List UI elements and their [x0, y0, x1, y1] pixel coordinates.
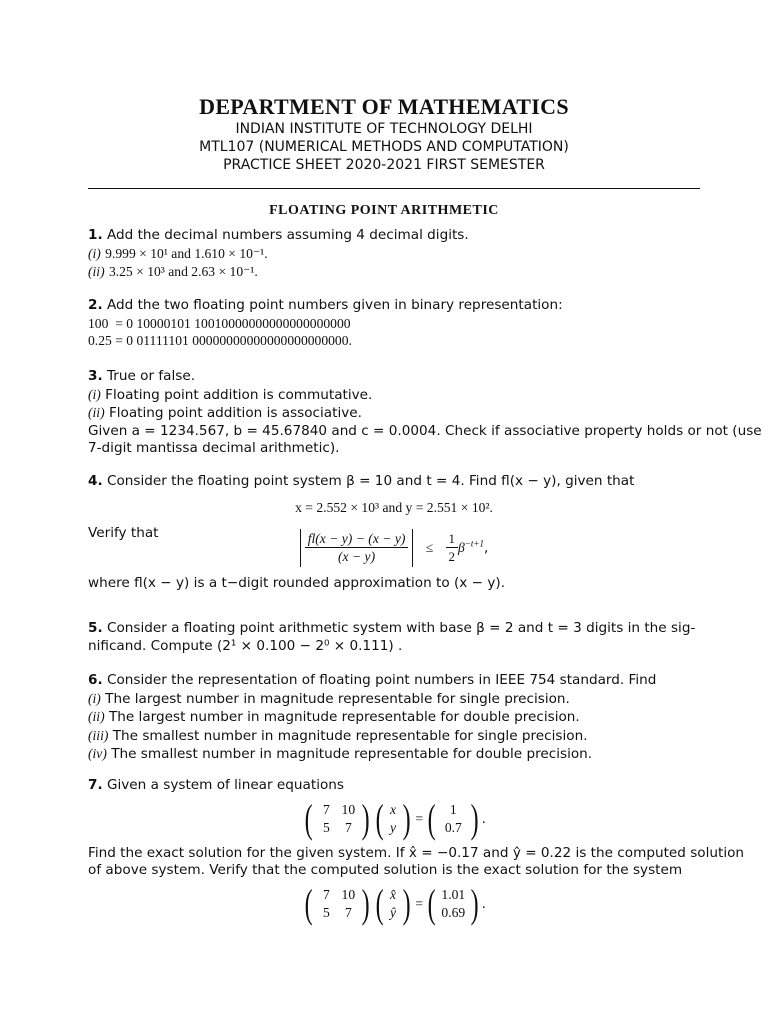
question-number: 7. — [88, 777, 103, 793]
beta-exponent: −t+1 — [464, 537, 484, 548]
question-4 — [88, 473, 700, 592]
question-1 — [88, 227, 700, 282]
question-stem: Add the two floating point numbers given in binary representation: — [106, 297, 563, 313]
question-number: 6. — [88, 672, 103, 688]
question-3 — [88, 368, 762, 458]
item-label: (i) — [88, 245, 101, 261]
item-text: The largest number in magnitude representable for double precision. — [108, 709, 580, 725]
question-text: Consider a floating point arithmetic system with base β = 2 and t = 3 digits in the sig- — [106, 620, 696, 636]
sheet-name: PRACTICE SHEET 2020-2021 FIRST SEMESTER — [223, 157, 545, 173]
question-number: 5. — [88, 620, 103, 636]
matrix-equation-2: ( 7 10 5 7 ) ( x̂ ŷ ) = ( 1.01 0.69 ) . — [304, 880, 486, 926]
error-inequality: $\frac{fl(x - y) - (x - y)}{(x - y)}$ ≤ $\frac{1}{2}$ $\beta^{-t+1}$, — [88, 529, 700, 573]
matrix-a: 7 10 5 7 — [322, 802, 356, 835]
leq-symbol: ≤ — [425, 539, 434, 555]
question-number: 2. — [88, 297, 103, 313]
question-number: 4. — [88, 473, 103, 489]
half-fraction: $\frac{1}{2}$ — [446, 530, 459, 566]
question-7 — [88, 777, 745, 926]
vector-xy-hat: x̂ ŷ — [389, 887, 397, 920]
binary-line: 100 = 0 10000101 10010000000000000000000 — [88, 315, 351, 331]
matrix-a: 7 10 5 7 — [322, 887, 356, 920]
question-number: 1. — [88, 227, 103, 243]
question-text: Find the exact solution for the given system. If x̂ = −0.17 and ŷ = 0.22 is the computed solution — [88, 844, 745, 861]
question-stem: Add the decimal numbers assuming 4 decimal digits. — [106, 227, 469, 243]
question-text: of above system. Verify that the computed solution is the exact solution for the system — [88, 862, 683, 878]
item-label: (i) — [88, 386, 101, 402]
item-label: (ii) — [88, 264, 105, 279]
vector-rhs: 1 0.7 — [444, 802, 462, 835]
where-text: where fl(x − y) is a t−digit rounded approximation to (x − y). — [88, 574, 506, 591]
abs-value — [300, 529, 414, 567]
question-2 — [88, 297, 700, 350]
question-stem: Consider the representation of floating point numbers in IEEE 754 standard. Find — [106, 672, 657, 688]
given-text: 7-digit mantissa decimal arithmetic). — [88, 440, 340, 456]
question-stem: Consider the floating point system β = 10 and t = 4. Find fl(x − y), given that — [106, 473, 635, 489]
question-5 — [88, 620, 700, 655]
item-text: The smallest number in magnitude representable for single precision. — [112, 727, 588, 744]
item-text: Floating point addition is commutative. — [105, 386, 373, 403]
question-text: nificand. Compute (2¹ × 0.100 − 2⁰ × 0.111) . — [88, 637, 403, 654]
item-text: Floating point addition is associative. — [108, 405, 362, 421]
binary-line: 0.25 = 0 01111101 00000000000000000000000. — [88, 333, 352, 348]
verify-text: Verify that — [88, 525, 159, 541]
item-text: The largest number in magnitude representable for single precision. — [105, 690, 570, 707]
vector-xy: x y — [389, 802, 397, 835]
question-stem: True or false. — [106, 368, 196, 384]
item-text: 9.999 × 10¹ and 1.610 × 10⁻¹. — [105, 245, 268, 261]
question-6 — [88, 672, 700, 764]
beta-symbol: β — [458, 539, 465, 555]
vector-rhs: 1.01 0.69 — [441, 887, 466, 920]
item-label: (iii) — [88, 727, 109, 743]
item-text: 3.25 × 10³ and 2.63 × 10⁻¹. — [108, 264, 258, 279]
given-text: Given a = 1234.567, b = 45.67840 and c = 0.0004. Check if associative property holds or not (use — [88, 422, 762, 439]
item-label: (ii) — [88, 405, 105, 420]
item-label: (i) — [88, 690, 101, 706]
item-label: (iv) — [88, 746, 107, 761]
given-equation: x = 2.552 × 10³ and y = 2.551 × 10². — [295, 499, 493, 515]
header-divider — [88, 188, 700, 189]
item-text: The smallest number in magnitude representable for double precision. — [111, 746, 593, 762]
section-title: FLOATING POINT ARITHMETIC — [269, 203, 499, 218]
question-number: 3. — [88, 368, 103, 384]
item-label: (ii) — [88, 709, 105, 724]
document-header — [0, 94, 768, 174]
question-stem: Given a system of linear equations — [106, 777, 344, 793]
fraction: $\frac{fl(x - y) - (x - y)}{(x - y)}$ — [305, 530, 409, 566]
institute-name: INDIAN INSTITUTE OF TECHNOLOGY DELHI — [235, 121, 533, 137]
course-name: MTL107 (NUMERICAL METHODS AND COMPUTATION) — [199, 139, 569, 155]
matrix-equation-1: ( 7 10 5 7 ) ( x y ) = ( 1 0.7 ) . — [304, 795, 486, 841]
department-title: DEPARTMENT OF MATHEMATICS — [199, 94, 569, 119]
